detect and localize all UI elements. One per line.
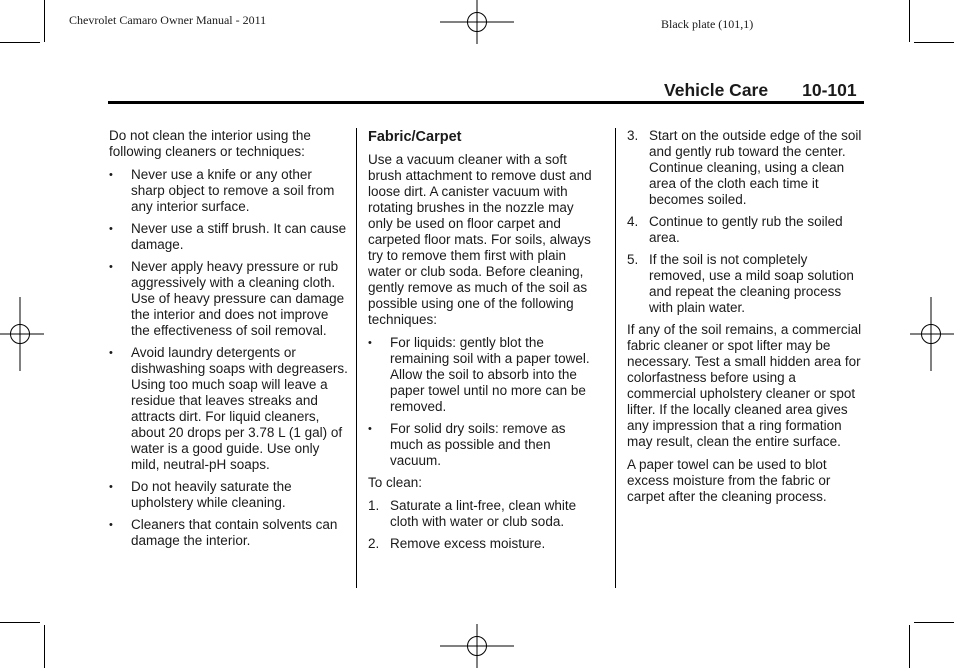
bullet-mark: • [109, 169, 113, 181]
list-item: • Never use a knife or any other sharp object to remove a soil from any interior surface. [109, 167, 335, 214]
list-item: • Do not heavily saturate the upholstery while cleaning. [109, 479, 292, 510]
plate-label: Black plate (101,1) [661, 17, 754, 31]
bullet-mark: • [109, 519, 113, 531]
bullet-mark: • [368, 423, 372, 435]
list-item: • For solid dry soils: remove as much as possible and then vacuum. [368, 421, 566, 468]
step-item: 5. If the soil is not completely removed, use a mild soap solution and repeat the cleaning process with plain water. [627, 252, 854, 315]
column-divider-2 [615, 128, 616, 588]
section-title: Vehicle Care [664, 80, 769, 100]
registration-mark-right [910, 297, 954, 371]
column-3 [627, 128, 867, 512]
step-number: 1. [368, 498, 380, 513]
step-item: 1. Saturate a lint-free, clean white cloth with water or club soda. [368, 498, 577, 529]
fabric-carpet-heading: Fabric/Carpet [368, 129, 462, 145]
col3-paragraph-2: A paper towel can be used to blot excess moisture from the fabric or carpet after the cleaning process. [627, 457, 831, 504]
list-item: • For liquids: gently blot the remaining soil with a paper towel. Allow the soil to absorb into the paper towel until no more can be removed. [368, 335, 590, 414]
step-item: 2. Remove excess moisture. [368, 536, 546, 551]
cleaning-steps-list-continued [627, 128, 867, 316]
list-item: • Cleaners that contain solvents can damage the interior. [109, 517, 338, 548]
step-item: 4. Continue to gently rub the soiled area. [627, 214, 843, 245]
registration-mark-bottom [440, 624, 514, 668]
bullet-mark: • [109, 261, 113, 273]
column-divider-1 [356, 128, 357, 588]
registration-mark-left [0, 297, 44, 371]
step-number: 2. [368, 536, 380, 551]
col1-intro: Do not clean the interior using the following cleaners or techniques: [109, 128, 311, 159]
col3-paragraph-1: If any of the soil remains, a commercial fabric cleaner or spot lifter may be necessary. Test a small hidden area for colorfastness before using a commercial upholstery cleaner or spot lifter. If the locally cleaned area gives any impression that a ring formation may result, clean the entire surface. [627, 322, 862, 449]
list-item: • Never apply heavy pressure or rub aggressively with a cleaning cloth. Use of heavy pressure can damage the interior and does not improve the effectiveness of soil removal. [109, 259, 345, 338]
manual-title: Chevrolet Camaro Owner Manual - 2011 [69, 13, 267, 27]
bullet-mark: • [109, 347, 113, 359]
step-number: 3. [627, 128, 639, 143]
step-item: 3. Start on the outside edge of the soil and gently rub toward the center. Continue cleaning, using a clean area of the cloth each time it becomes soiled. [627, 128, 862, 207]
cleaning-steps-list [368, 498, 602, 552]
cleaning-warnings-list [109, 167, 349, 549]
registration-mark-top [440, 0, 514, 44]
bullet-mark: • [109, 481, 113, 493]
step-number: 5. [627, 252, 639, 267]
to-clean-label: To clean: [368, 475, 423, 490]
soil-technique-list [368, 335, 602, 469]
bullet-mark: • [109, 223, 113, 235]
header-rule [108, 101, 864, 104]
col2-intro: Use a vacuum cleaner with a soft brush attachment to remove dust and loose dirt. A canister vacuum with rotating brushes in the nozzle may only be used on floor carpet and carpeted floor mats. For soils, always try to remove them first with plain water or club soda. Before cleaning, gently remove as much of the soil as possible using one of the following techniques: [368, 152, 592, 327]
step-number: 4. [627, 214, 639, 229]
page-number: 10-101 [802, 80, 857, 100]
list-item: • Never use a stiff brush. It can cause damage. [109, 221, 347, 252]
column-1 [109, 128, 349, 555]
bullet-mark: • [368, 337, 372, 349]
list-item: • Avoid laundry detergents or dishwashing soaps with degreasers. Using too much soap will leave a residue that leaves streaks and attracts dirt. For liquid cleaners, about 20 drops per 3.78 L (1 gal) of water is a good guide. Use only mild, neutral-pH soaps. [109, 345, 348, 472]
page-heading [664, 80, 857, 101]
column-2 [368, 128, 602, 558]
